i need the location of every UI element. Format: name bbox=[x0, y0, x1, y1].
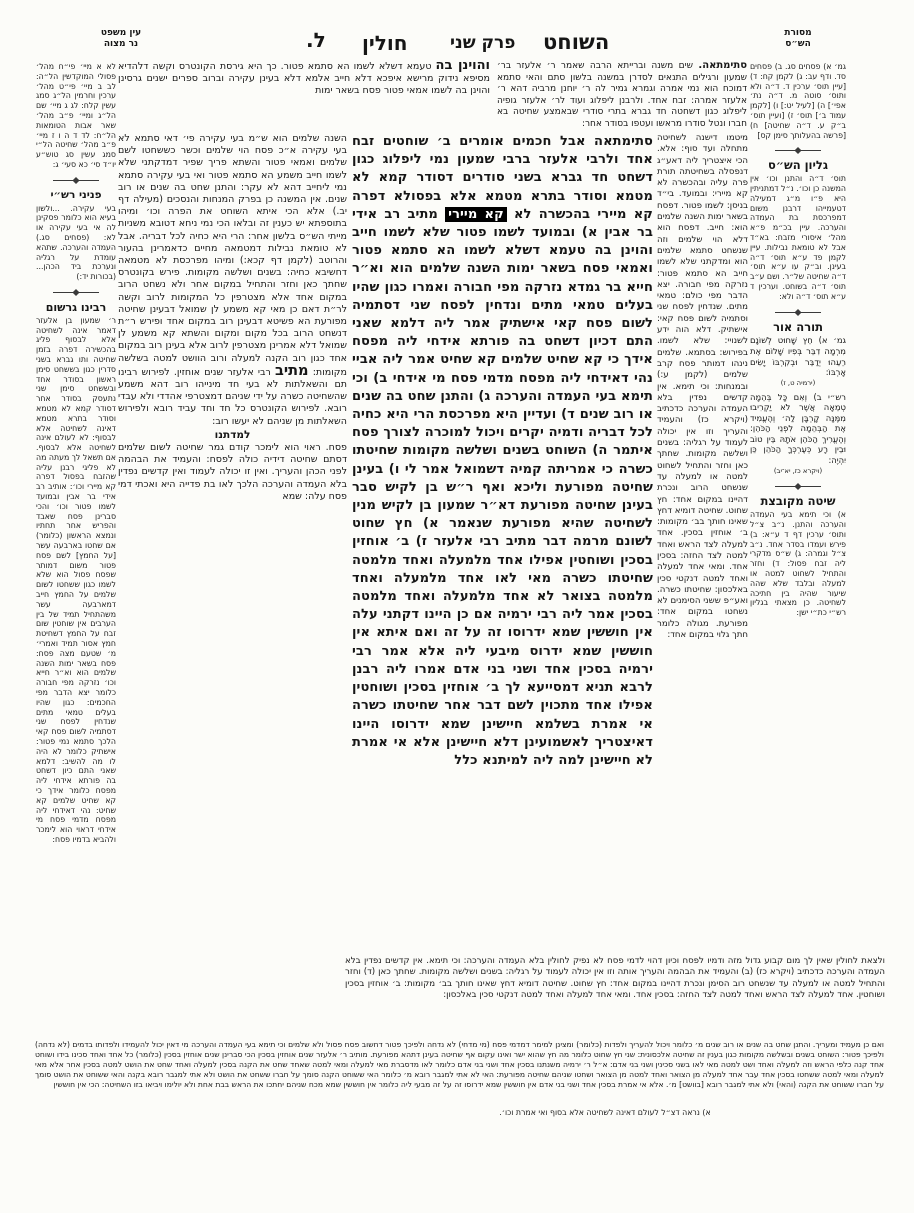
torah-or-verse-1: גמ׳ א) חֵץ שָׁחוּט לְשׁוֹנָם מִרְמָה דִבֵּר בְּפִיו שָׁלוֹם אֶת רֵעֵהוּ יְדַבֵּר וּבְקִרְבּוֹ יָשִׂים אָרְבּוֹ: bbox=[750, 335, 846, 378]
rabbeinu-gershom-title: רבינו גרשום bbox=[45, 300, 107, 314]
shita-mekubetzet-title: שיטה מקובצת bbox=[760, 494, 836, 509]
torah-or-title: תורה אור bbox=[773, 319, 823, 334]
torah-or-verse-2: רש״י ב) וְאִם כָּל בְּהֵמָה טְמֵאָה אֲשֶׁר לֹא יַקְרִיבוּ מִמֶּנָּה קָרְבָּן לַה׳ וְהֶעֱמִיד אֶת הַבְּהֵמָה לִפְנֵי הַכֹּהֵן: וְהֶעֱרִיךְ הַכֹּהֵן אֹתָהּ בֵּין טוֹב וּבֵין רָע כְּעֶרְכְּךָ הַכֹּהֵן כֵּן יִהְיֶה: bbox=[750, 391, 846, 466]
divider-ornament bbox=[775, 483, 821, 490]
gemara-column bbox=[352, 133, 653, 952]
masechet-title: חולין bbox=[362, 31, 408, 55]
left-margin-column bbox=[36, 62, 116, 1037]
tosafot-center-word: למדתנו bbox=[214, 428, 251, 441]
tosafot-text-b: רבי אלעזר שנים אוחזין. לפירוש רבינו תם והשאלתות לא בעי חד מינייהו רוב דהא משמע שהשחיטה כשרה על ידי שניהם דמצטרפי אהדדי ולא עבדי רובא. לפירוש הקונטרס כל חד וחד עביד רובא ולפירוש השאלתות מן שניהם לא יעשו רוב: bbox=[118, 366, 347, 427]
rabbeinu-gershom-content: ר׳ שמעון בן אלעזר דאמר אינה לשחיטה אלא לבסוף פליג בהכשירה דפרה בזמן שחיטה ותו גברא בשני סדרין כגון בששחט סימן ראשון בסודר אחד ובששחט סימן שני נתעסק בסודר אחר דסודר קמא לא מטמא וסודר בתרא מטמא דאינה לשחיטה אלא לבסוף: לא לעולם אינה לשחיטה אלא לבסוף. אם תשאל לך מעתה מה לא פליגי רבנן עליה שהזבח בפסול דפרה קא מיירי וכו׳: אותיב רב אידי בר אבין ובמועד לשמו פטור וכו׳ והכי סברינן פסח שאבד והפריש אחר תחתיו ונמצא הראשון (כלומר) אם שחטו בארבעה עשר [על החמץ] לשם פסח פטור משום דמותר שפסח פסול הוא שלא לשמו כגון ששחטו לשום שלמים על החמץ חייב דמארבעה עשר משהתחיל תמיד של בין הערבים אין שוחטין שום זבח על החמץ דשחיטת חמץ אסור תמיד ואמרי׳ מ׳ שטעם מצה פסח: פסח בשאר ימות השנה שלמים הוא וא״ר חייא וכו׳ נזרקה מפי חבורה כלומר יצא הדבר מפי החכמים: כגון שהיו בעלים טמאי מתים שנדחין לפסח שני דסתמיה לשום פסח קאי הלכך סתמא נמי פטור: אישתיק כלומר לא היה לו מה להשיב: דלמא שאני התם כיון דשחט בה פורתא אידחי ליה מפסח כלומר אידך כי קא שחיט שלמים קא שחיט: נהי דאידחי ליה מפסח מדמי פסח מי אידחי דראוי הוא לימכר ולהביא בדמיו פסח: bbox=[36, 315, 116, 844]
tosafot-headpiece-text: טעמא דשלא לשמו הא סתמא פטור. כך היא גירסת הקונטרס וקשה דלהדיא מסיפא נידוק מרישא איפכא דלא חייב אלמא דלא בעינן עקירה וברוב ספרים ישנים גרסינן והוינן בה לשמו אמאי פטור פסח בשאר ימות bbox=[118, 61, 490, 97]
pninei-rashi-title: פניני רש״י bbox=[50, 188, 102, 201]
rashi-headpiece-text: שים משנה וברייתא הרבה שאמר ר׳ אלעזר בר׳ שמעון ורגילים התנאים לסדרן במשנה בלשון סתם והאי סתמא דמוכח הוא נמי אמרה וגמרא גמיר לה ר׳ יוחנן מרביה דהא ר׳ אלעזר אמרה: זבח אחד. ולרבנן ליפלוג ועוד לר׳ אלעזר גופיה ליפלוג כגון דשחטה חד גברא בתרי סודרי שבאמצע שחיטה בא חברו ונטל סודרו מראשו ועטפו בסודר אחר: bbox=[497, 61, 747, 129]
divider-ornament bbox=[53, 177, 99, 184]
rabbeinu-gershom-overflow: ואם כן מעמיד ומעריך. והתנן שחט בה שנים או רוב שנים מ׳ כלומר ויכול להעריך ולפדות (כלומר) ומצינן למימר דמדמי פסח (מי מדחי) לא נדחה ולפיכך פטור דחשוב פסח פסול ולא שלמים וכי תימא בעי העמדה והערכה מי דאין יכול להעמידו ולפדותו בדמים (לא נדחה) ולפיכך פטור: השוחט בשנים ובשלשה מקומות כגון בענין זה שחיטה אלכסונית: שני חץ שחוט כלומר מה חץ שהוא ישר ואינו עקום אף שחיטה בעינן דתהא מפורעת. מותיב ר׳ אלעזר שנים אוחזין בסכין הכי סברינן שנים אוחזין בסכין (כלומר) כל אחד ואחד סכינו בידו ושוחט אחד קנה כלפי הראש וזה למעלה ואחד ושט למטה מאי לאו בשני סכינין ושני בני אדם: א״ל ר׳ ירמיה משנתנו בסכין אחד ושני בני אדם כלומר לאו מדסברת מאי למעלה ומאי למטה שאחד שחט את הקנה בסכין למעלה ואחד שחט את הושט למטה בסכין אחר אלא מאי למעלה ומאי למטה ששחטו בסכין אחד עבר אחד למעלה מן הצואר ואחד למטה מן הצואר ושחטו שניהם שחיטה מפורעת: האי לא אתי למגבר רובא מ׳ כלומר האי ששוחט הקנה סומך על חברו ששחט את הושט ולא אתי למגבר רובא בקנה והאי ששוחט את הושט סומך על חברו ששוחט את הקנה (והאי) ולא אתי למגבר רובא [בוושט] מ׳. אלא אי אמרת בסכין אחד ושני בני אדם אין חוששין שמא ידרוסו זה על זה מבעי ליה כלומר אין חוששין שמא מכח שניהם יחתכו את הראש בבת אחת ולא יולימו ויביאו בזו השחיטה: הכי אין חוששין bbox=[35, 1040, 884, 1089]
footnote-text: א) נראה דצ״ל לעולם דאינה לשחיטה אלא בסוף ואי אמרת וכו׳. bbox=[499, 1108, 711, 1117]
divider-ornament bbox=[775, 309, 821, 316]
tosafot-column bbox=[118, 133, 347, 1009]
masoret-label-line2: הש״ס bbox=[785, 39, 811, 49]
masoret-label-line1: מסורת bbox=[784, 28, 812, 38]
gemara-highlighted-term: קא מיירי bbox=[445, 207, 507, 222]
divider-ornament bbox=[53, 289, 99, 296]
tosafot-dibur-hamatchil: והוינן בה bbox=[435, 60, 490, 73]
ein-mishpat-header-label bbox=[84, 28, 158, 50]
right-margin-column bbox=[750, 62, 846, 732]
ein-mishpat-content: לא א מיי׳ פי״ח מהל׳ פסולי המוקדשין הל״ה: לב ב מיי׳ פי״ט מהל׳ ערכין וחרמין הל״ג סמג עשין קלח: לג ג מיי׳ שם הל״ג ומיי׳ פ״ב מהל׳ שאר אבות הטומאות הל״ח: לד ד ה ו ז מיי׳ פ״ב מהל׳ שחיטה הל״י סמג עשין סג טוש״ע יו״ד סי׳ כא סעי׳ ג: bbox=[36, 62, 116, 169]
pninei-rashi-content: בעי עקירה. ...ולשון בעיא הוא כלומר פסקינן לה אי בעי עקירה או לא: (פסחים סג.) העמדה והערכה. שתהא עומדת על רגליה ונערכת ביד הכהן... (בכורות יד:) bbox=[36, 203, 116, 282]
ein-mishpat-label-line2: נר מצוה bbox=[103, 39, 139, 49]
rashi-overflow-block: ולצאת לחולין שאין לך מום קבוע גדול מזה ודמיו לפסח וכיון דהוי לדמי פסח לא נפיק לחולין בלא העמדה והערכה: וכי תימא. אין קדשים נפדין בלא העמדה והערכה כדכתיב (ויקרא כז) (ב) והעמיד את הבהמה והעריך אותה וזו אין יכולה לעמוד על רגליה: בשנים ושלשה מקומות. שחתך כאן (ד) וחזר והתחיל למטה או למעלה עד שנשחט רוב הסימן ונכרת דהיינו במקום אחד: חץ שחוט. שחיטה דומיא דחץ שאינו חותך בב׳ מקומות: ב׳ אוחזין בסכין ושוחטין. אחד למעלה לצד הראש ואחד למטה לצד החזה: בסכין אחד. ומאי אחד למעלה ואחד למטה דנקטי סכין באלכסון: bbox=[345, 956, 885, 1000]
rashi-headpiece bbox=[497, 60, 747, 131]
torah-or-source-1: (ירמיה ט, ז) bbox=[780, 378, 816, 387]
tosafot-text-a: השנה שלמים הוא ש״מ בעי עקירה פי׳ דאי סתמא לא בעי עקירה א״כ פסח הוי שלמים וכשר כששחטו לשם שלמים ואמאי פטור והשתא פריך שפיר דמדקתני שלא לשמו חייב משמע הא סתמא פטור ואי בעי עקירה סתמא נמי ליחייב דהא לא עקר: והתנן שחט בה שנים או רוב שנים. אין המשנה כן בפרק המנחות והנסכים (מעילה דף יב.) אלא הכי איתא השוחט את הפרה וכו׳ ומיהו בתוספתא יש כענין זה ובלאו הכי נמי ניחא דטובא משניות מייתי הש״ס בלשון אחר: הרי היא כחיה לכל דבריה. אבל לא טומאת נבילות דמטמאה מחיים כדאמרינן בהעור והרוטב (לקמן דף קכא:) ומיהו מפרכסת לא מטמאה דחשיבא כחיה: בשנים ושלשה מקומות. פירש בקונטרס שחתך כאן וחזר והתחיל במקום אחר ולא נשחט הרוב במקום אחד אלא מצטרפין כל המקומות לרוב וקשה לר״ת דאם כן מאי קא משמע לן שמואל דבעינן שחיטה מפורעת הא פשיטא דבעינן רוב במקום אחד ופירש ר״ת דנשחט הרוב בכל מקום ומקום והשתא קא משמע לן שמואל דלא אמרינן מצטרפין לרוב אלא בעינן רוב במקום אחד כגון רוב הקנה למעלה ורוב הוושט למטה בשלשה מקומות: bbox=[118, 133, 347, 378]
rashi-dibur-hamatchil: סתימתאה. bbox=[698, 60, 747, 71]
gilyon-hashas-title: גליון הש״ס bbox=[768, 158, 828, 173]
gemara-text-before: סתימתאה אבל חכמים אומרים ב׳ שוחטים זבח אחד ולרבי אלעזר ברבי שמעון נמי ליפלוג כגון דשחט חד גברא בשני סודרים דסודר קמא לא מטמא וסודר בתרא מטמא אלא בפסולא דפרה קא מיירי בהכשרה לא bbox=[352, 134, 653, 222]
perek-title: פרק שני bbox=[450, 33, 516, 53]
rashi-column: מיטמו דישנה לשחיטה מתחלה ועד סוף: אלא. הכי איצטריך ליה דאע״ג דנפסלה בשחיטתה תורת פרה עליה ובהכשרה לא קא מיירי: ובמועד. בי״ד בניסן: לשמו פטור. דפסח בשאר ימות השנה שלמים הוא: חייב. דפסח הוא דלא הוי שלמים וזה שנשחט סתמא שלמים הוא ומדקתני שלא לשמו חייב הא סתמא פטור: נזרקה מפי חבורה. יצא הדבר מפי כולם: טמאי מתים. שנדחין לפסח שני וסתמיה לשום פסח קאי: אישתיק. דלא הוה ידע לשנויי: שלא לשמו. בפירוש: בסתמא. שלמים נינהו דמותר פסח קרב שלמים (לקמן ע:) ובמנחות: וכי תימא. אין קדשים נפדין בלא העמדה והערכה כדכתיב (ויקרא כז) והעמיד והעריך וזו אין יכולה לעמוד על רגליה: בשנים ושלשה מקומות. שחתך כאן וחזר והתחיל לשחוט למטה או למעלה עד שנשחט הרוב ונכרת דהיינו במקום אחד: חץ שחוט. שחיטה דומיא דחץ שאינו חותך בב׳ מקומות: ב׳ אוחזין בסכין. אחד למעלה לצד הראש ואחד למטה לצד החזה: בסכין אחד. ומאי אחד למעלה ואחד למטה דנקטי סכין באלכסון: שחיטתו כשרה. ואע״פ ששני הסימנים לא נשחטו במקום אחד: מפורעת. מגולה כלומר חתך גלוי במקום אחד: bbox=[657, 133, 748, 641]
tosafot-headpiece bbox=[118, 60, 490, 131]
masoret-hashas-content: גמ׳ א) פסחים סג. ב) פסחים סד. ודף עב: ג) לקמן קח: ד) [עיין תוס׳ ערכין ד. ד״ה ולא ותוס׳ סוטה מ. ד״ה נת׳ אפי׳] ה) [לעיל יט:] ו) [לקמן עמוד ב׳] תוס׳ ז) [ועיין תוס׳ ב״ק ע. ד״ה שחיטה] ח) [פרשה בהעלותך סימן קס] bbox=[750, 62, 846, 140]
ein-mishpat-label-line1: עין משפט bbox=[100, 28, 142, 38]
gilyon-hashas-content: תוס׳ ד״ה והתנן וכו׳ אין המשנה כן וכו׳. נ״ל דמתניתין היא פ״ו מ״ג דמעילה דטעמייהו דרבנן משום דמפרכסת בת העמדה והערכה. עיין בכ״מ פ״א מהל׳ איסורי מזבח: בא״ד אבל לא טומאת נבילות. עיין לקמן פד ע״א תוס׳ ד״ה בעינן. וב״ק עו ע״א תוס׳ ד״ה שחיטה של״ר. ושם ע״ב תוס׳ ד״ה בשוחט. וערכין ד ע״א תוס׳ ד״ה ולא: bbox=[750, 174, 846, 301]
tosafot-dibur-metiv: מתיב bbox=[275, 362, 309, 379]
masoret-hashas-header-label bbox=[757, 28, 839, 50]
divider-ornament bbox=[775, 147, 821, 154]
tosafot-text-c: פסח. ראוי הוא לימכר קודם גמר שחיטה לשום שלמים דסתם שחיטה דידיה כולה לפסח: והעמיד את הבהמה לפני הכהן והעריך. ואין זו יכולה לעמוד ואין קדשים נפדין בלא העמדה והערכה הלכך לאו בת פדייה היא ואכתי דמי פסח עלה: שמא bbox=[118, 442, 347, 502]
torah-or-source-2: (ויקרא כז, יא־יב) bbox=[773, 466, 823, 475]
daf-number: ל. bbox=[306, 28, 326, 52]
shita-mekubetzet-content: א) וכי תימא בעי העמדה והערכה והתנן. נ״ב צ״ל ותוס׳ ערכין דף ד ע״א: ב) פירש ועמדו בסדר אחד. נ״ב צ״ל וגמרה: ג) ש״ס מדקרי ליה זבח פסול: ד) וחזר והתחיל לשחוט למטה או למעלה ובלבד שלא שהה שיעור שהיה בין חתיכה לשחיטה. כן מצאתי בגליון רש״י כת״י ישן: bbox=[750, 510, 846, 618]
gemara-text-after: מתיב רב אידי בר אבין א) ובמועד לשמו פטור שלא לשמו חייב והוינן בה טעמא דשלא לשמו הא סתמא פטור ואמאי פסח בשאר ימות השנה שלמים הוא וא״ר חייא בר גמדא נזרקה מפי חבורה ואמרו כגון שהיו בעלים טמאי מתים ונדחין לפסח שני דסתמיה לשום פסח קאי אישתיק אמר ליה דלמא שאני התם דכיון דשחט בה פורתא אידחי ליה מפסח אידך כי קא שחיט שלמים קא שחיט אמר ליה אביי נהי דאידחי ליה מפסח מדמי פסח מי אידחי ב) וכי תימא בעי העמדה והערכה ג) והתנן שחט בה שנים או רוב שנים ד) ועדיין היא מפרכסת הרי היא כחיה לכל דבריה ודמיה יקרים ויכול למוכרה לצורך פסח איתמר ה) השוחט בשנים ושלשה מקומות שחיטתו כשרה כי אמריתה קמיה דשמואל אמר לי ו) בעינן שחיטה מפורעת וליכא ואף ר״ש בן לקיש סבר בעינן שחיטה מפורעת דא״ר שמעון בן לקיש מנין לשחיטה שהיא מפורעת שנאמר א) חץ שחוט לשונם מרמה דבר מתיב רבי אלעזר ז) ב׳ אוחזין בסכין ושוחטין אפילו אחד מלמעלה ואחד מלמטה שחיטתו כשרה מאי לאו אחד מלמעלה ואחד מלמטה בצואר לא אחד מלמעלה ואחד מלמטה בסכין אמר ליה רבי ירמיה אם כן היינו דקתני עלה אין חוששין שמא ידרוסו זה על זה ואם איתא אין חוששין שמא ידרוס מיבעי ליה אלא אמר רבי ירמיה בסכין אחד ושני בני אדם אמרו ליה רבנן לרבא תניא דמסייעא לך ב׳ אוחזין בסכין ושוחטין אפילו אחד מתכוין לשם דבר אחר שחיטתו כשרה אי אמרת בשלמא חיישינן שמא ידרוסו היינו דאיצטריך לאשמועינן דלא חיישינן אלא אי אמרת לא חיישינן למה ליה למיתנא כלל bbox=[352, 206, 653, 768]
chapter-name-title: השוחט bbox=[543, 30, 610, 54]
